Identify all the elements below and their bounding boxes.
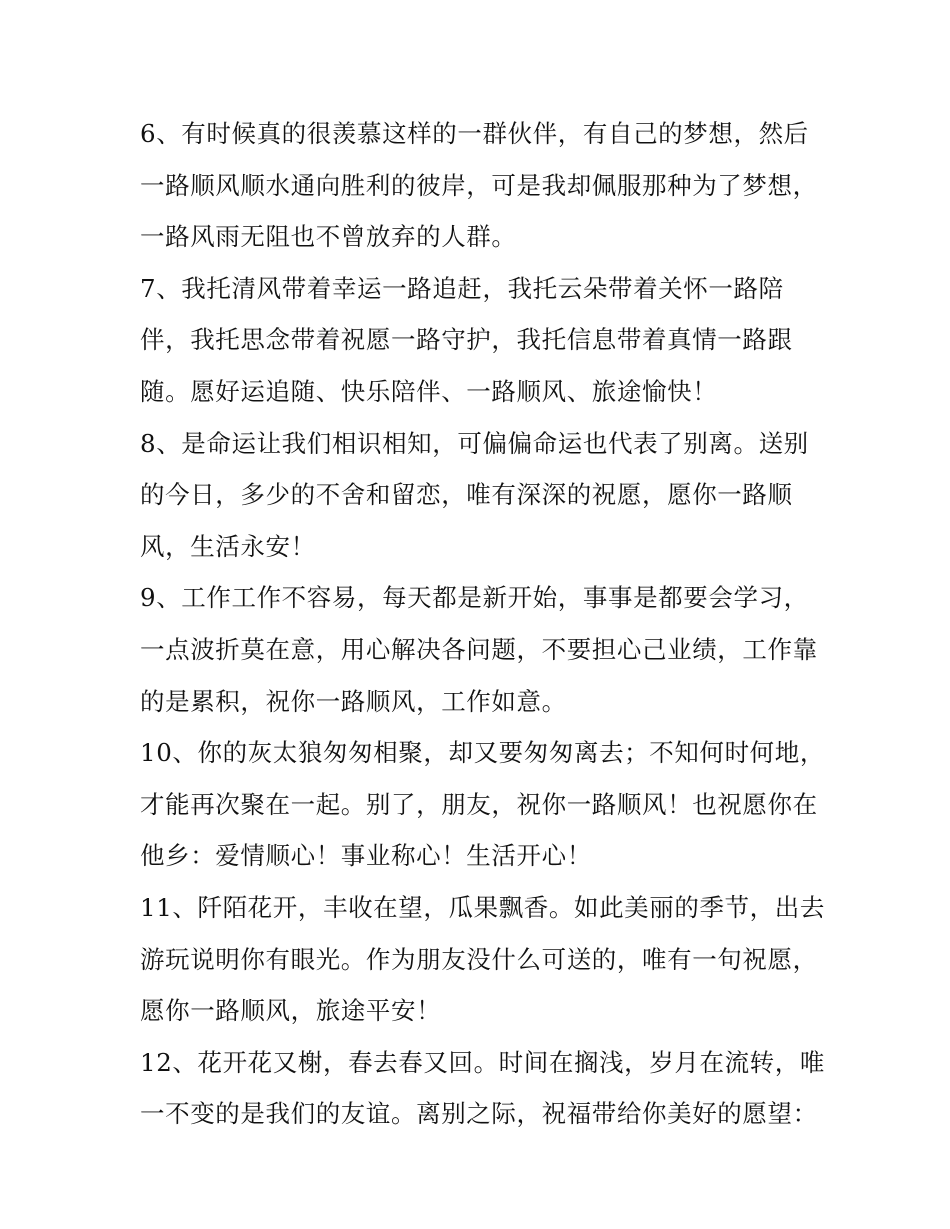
text-line: 8、是命运让我们相识相知，可偏偏命运也代表了别离。送别: [140, 428, 809, 458]
text-line: 愿你一路顺风，旅途平安！: [140, 996, 442, 1026]
text-line: 才能再次聚在一起。别了，朋友，祝你一路顺风！也祝愿你在: [140, 789, 818, 819]
paragraph-11: [140, 882, 825, 1037]
text-line: 一路顺风顺水通向胜利的彼岸，可是我却佩服那种为了梦想，: [140, 170, 818, 200]
text-line: 11、阡陌花开，丰收在望，瓜果飘香。如此美丽的季节，出去: [140, 892, 825, 922]
text-line: 的是累积，祝你一路顺风，工作如意。: [140, 686, 567, 716]
document-body: [140, 108, 825, 1140]
paragraph-10: [140, 727, 825, 882]
text-line: 一路风雨无阻也不曾放弃的人群。: [140, 222, 517, 252]
text-line: 12、花开花又榭，春去春又回。时间在搁浅，岁月在流转，唯: [140, 1047, 825, 1077]
text-line: 随。愿好运追随、快乐陪伴、一路顺风、旅途愉快！: [140, 376, 718, 406]
text-line: 7、我托清风带着幸运一路追赶，我托云朵带着关怀一路陪: [140, 273, 784, 303]
text-line: 游玩说明你有眼光。作为朋友没什么可送的，唯有一句祝愿，: [140, 944, 818, 974]
text-line: 10、你的灰太狼匆匆相聚，却又要匆匆离去；不知何时何地，: [140, 738, 825, 768]
text-line: 的今日，多少的不舍和留恋，唯有深深的祝愿，愿你一路顺: [140, 480, 793, 510]
paragraph-9: [140, 572, 820, 727]
text-line: 伴，我托思念带着祝愿一路守护，我托信息带着真情一路跟: [140, 325, 793, 355]
paragraph-12: [140, 1037, 825, 1140]
paragraph-8: [140, 418, 820, 573]
text-line: 他乡：爱情顺心！事业称心！生活开心！: [140, 841, 592, 871]
paragraph-7: [140, 263, 820, 418]
text-line: 一不变的是我们的友谊。离别之际，祝福带给你美好的愿望：: [140, 1099, 818, 1129]
text-line: 9、工作工作不容易，每天都是新开始，事事是都要会学习，: [140, 583, 809, 613]
text-line: 一点波折莫在意，用心解决各问题，不要担心己业绩，工作靠: [140, 634, 818, 664]
paragraph-6: [140, 108, 820, 263]
text-line: 风，生活永安！: [140, 531, 316, 561]
text-line: 6、有时候真的很羡慕这样的一群伙伴，有自己的梦想，然后: [140, 119, 809, 148]
